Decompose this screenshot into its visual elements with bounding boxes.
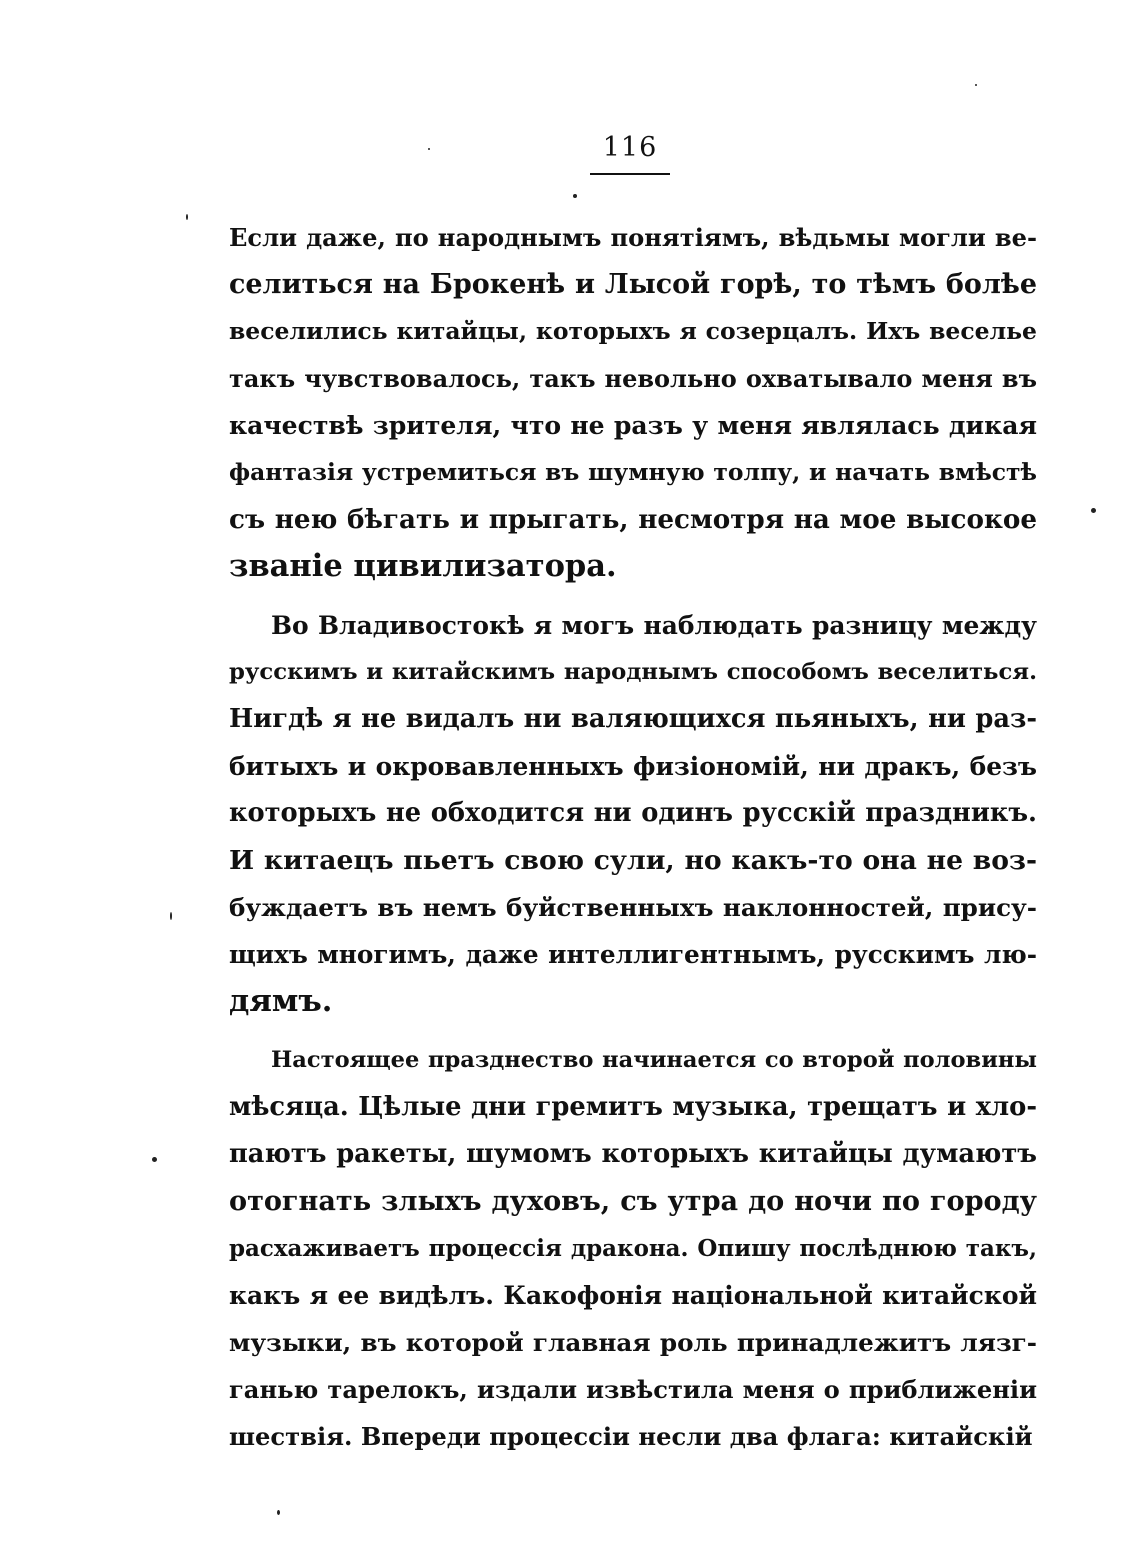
print-speck: [277, 1510, 280, 1515]
paragraph-gap: [229, 590, 1037, 602]
text-line: качествѣ зрителя, что не разъ у меня являлась дикая: [229, 410, 1037, 440]
text-line: музыки, въ которой главная роль принадлежитъ лязг-: [229, 1328, 1037, 1357]
text-line: отогнать злыхъ духовъ, съ утра до ночи по городу: [229, 1186, 1037, 1217]
text-line: русскимъ и китайскимъ народнымъ способомъ веселиться.: [229, 659, 1037, 685]
text-line: И китаецъ пьетъ свою сули, но какъ-то она не воз-: [229, 845, 1037, 876]
paragraph: [229, 214, 1037, 590]
body-text: [229, 214, 1037, 1460]
text-line: Во Владивостокѣ я могъ наблюдать разницу между: [271, 611, 1037, 640]
text-line: селиться на Брокенѣ и Лысой горѣ, то тѣмъ болѣе: [229, 269, 1037, 300]
text-line: званіе цивилизатора.: [229, 548, 617, 584]
text-line: Если даже, по народнымъ понятіямъ, вѣдьмы могли ве-: [229, 223, 1037, 252]
page-number-rule: [590, 173, 670, 175]
text-line: мѣсяца. Цѣлые дни гремитъ музыка, трещатъ и хло-: [229, 1092, 1037, 1122]
text-line: фантазія устремиться въ шумную толпу, и начать вмѣстѣ: [229, 458, 1037, 486]
text-line: шествія. Впереди процессіи несли два флага: китайскій: [229, 1422, 1033, 1451]
paragraph: [229, 602, 1037, 1025]
text-line: паютъ ракеты, шумомъ которыхъ китайцы думаютъ: [229, 1139, 1037, 1169]
text-line: расхаживаетъ процессія дракона. Опишу послѣднюю такъ,: [229, 1235, 1037, 1262]
page-number: 116: [602, 132, 658, 163]
paragraph: [229, 1037, 1037, 1460]
print-speck: [1091, 508, 1096, 513]
paragraph-gap: [229, 1025, 1037, 1037]
text-line: такъ чувствовалось, такъ невольно охватывало меня въ: [229, 364, 1037, 393]
text-line: Нигдѣ я не видалъ ни валяющихся пьяныхъ, ни раз-: [229, 704, 1037, 734]
text-line: Настоящее празднество начинается со второй половины: [271, 1047, 1037, 1073]
text-line: съ нею бѣгать и прыгать, несмотря на мое высокое: [229, 504, 1037, 535]
print-speck: [186, 214, 188, 220]
text-line: которыхъ не обходится ни одинъ русскій праздникъ.: [229, 798, 1037, 828]
print-speck: [573, 194, 577, 198]
text-line: щихъ многимъ, даже интеллигентнымъ, русскимъ лю-: [229, 940, 1037, 969]
print-speck: [152, 1157, 157, 1162]
text-line: какъ я ее видѣлъ. Какофонія національной китайской: [229, 1281, 1037, 1310]
text-line: веселились китайцы, которыхъ я созерцалъ. Ихъ веселье: [229, 317, 1037, 345]
text-line: ганью тарелокъ, издали извѣстила меня о приближеніи: [229, 1375, 1037, 1404]
text-line: дямъ.: [229, 983, 333, 1019]
text-line: буждаетъ въ немъ буйственныхъ наклонностей, прису-: [229, 893, 1037, 922]
print-speck: [170, 912, 172, 920]
print-speck: [428, 148, 430, 150]
text-line: битыхъ и окровавленныхъ физіономій, ни дракъ, безъ: [229, 752, 1037, 781]
print-speck: [975, 84, 977, 86]
